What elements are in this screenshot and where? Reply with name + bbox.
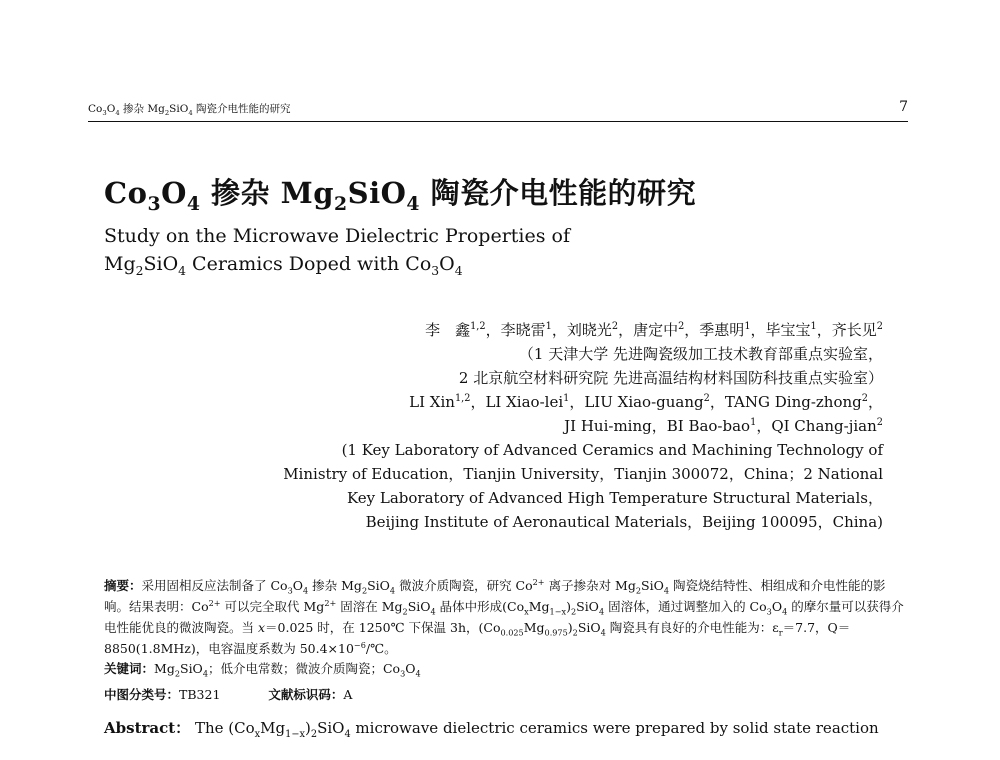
abstract-english-label: Abstract： <box>104 719 191 737</box>
authors-chinese: 李 鑫$^{1,2}$，李晓雷$^1$，刘晓光$^2$，唐定中$^2$，季惠明$^1$，毕宝宝$^1$，齐长见$^2$ <box>425 321 883 339</box>
classification-code: TB321 <box>179 687 221 702</box>
title-chinese: $Co_3O_4$ 掺杂 $Mg_2SiO_4$ 陶瓷介电性能的研究 <box>104 176 697 215</box>
affiliation-english <box>283 438 883 534</box>
keywords-label: 关键词： <box>104 661 155 676</box>
authors-english-line-1: LI Xin$^{1,2}$，LI Xiao-lei$^1$，LIU Xiao-guang$^2$，TANG Ding-zhong$^2$， <box>409 393 883 411</box>
title-english-line-1: Study on the Microwave Dielectric Properties of <box>104 225 571 247</box>
affiliation-english-line: Key Laboratory of Advanced High Temperature Structural Materials， <box>346 489 883 507</box>
authors-english-line-2: JI Hui-ming，BI Bao-bao$^1$，QI Chang-jian$^2$ <box>564 417 883 435</box>
affiliation-english-line: Beijing Institute of Aeronautical Materials，Beijing 100095，China) <box>365 513 883 531</box>
keywords-text: $Mg_2SiO_4$；低介电常数；微波介质陶瓷；$Co_3O_4$ <box>154 661 421 679</box>
title-english <box>104 222 570 278</box>
document-code-label: 文献标识码： <box>268 687 344 702</box>
abstract-english-text: The $(Co_xMg_{1-x})_2SiO_4$ microwave dielectric ceramics were prepared by solid state reaction <box>194 719 879 740</box>
classification-label: 中图分类号： <box>104 687 180 702</box>
page-number: 7 <box>899 99 908 115</box>
title-english-line-2: $Mg_2SiO_4$ Ceramics Doped with $Co_3O_4$ <box>104 253 463 278</box>
affiliation-english-line: (1 Key Laboratory of Advanced Ceramics and Machining Technology of <box>341 441 883 459</box>
keywords <box>104 658 421 679</box>
abstract-english <box>104 717 904 739</box>
abstract-chinese-text: 采用固相反应法制备了 $Co_3O_4$ 掺杂 $Mg_2SiO_4$ 微波介质陶瓷，研究 $Co^{2+}$ 离子掺杂对 $Mg_2SiO_4$ 陶瓷烧结特性、相组成和介电性能的影响。结果表明：$Co^{2+}$ 可以完全取代 $Mg^{2+}$ 固溶在 $Mg_2SiO_4$ 晶体中形成$(Co_xMg_{1-x})_2SiO_4$ 固溶体，通过调整加入的 $Co_3O_4$ 的摩尔量可以获得介电性能优良的微波陶瓷。当 x＝0.025 时，在 1250℃ 下保温 3h，$(Co_{0.025}Mg_{0.975})_2SiO_4$ 陶瓷具有良好的介电性能为：$\varepsilon_r=7.7$，Q＝8850(1.8MHz)，电容温度系数为 $50.4\times 10^{-6}/℃$。 <box>104 576 904 656</box>
running-header: $Co_3O_4$ 掺杂 $Mg_2SiO_4$ 陶瓷介电性能的研究 <box>88 103 291 118</box>
document-code: A <box>343 687 353 702</box>
header-rule <box>88 121 908 122</box>
abstract-chinese-label: 摘要： <box>104 578 142 593</box>
authors-block <box>283 318 883 534</box>
affiliation-chinese-line-2: 2 北京航空材料研究院 先进高温结构材料国防科技重点实验室） <box>458 369 883 387</box>
classification-line <box>104 684 352 705</box>
abstract-chinese <box>104 575 904 659</box>
affiliation-english-line: Ministry of Education，Tianjin University，Tianjin 300072，China；2 National <box>283 465 883 483</box>
affiliation-chinese-line-1: （1 天津大学 先进陶瓷级加工技术教育部重点实验室， <box>518 345 883 363</box>
